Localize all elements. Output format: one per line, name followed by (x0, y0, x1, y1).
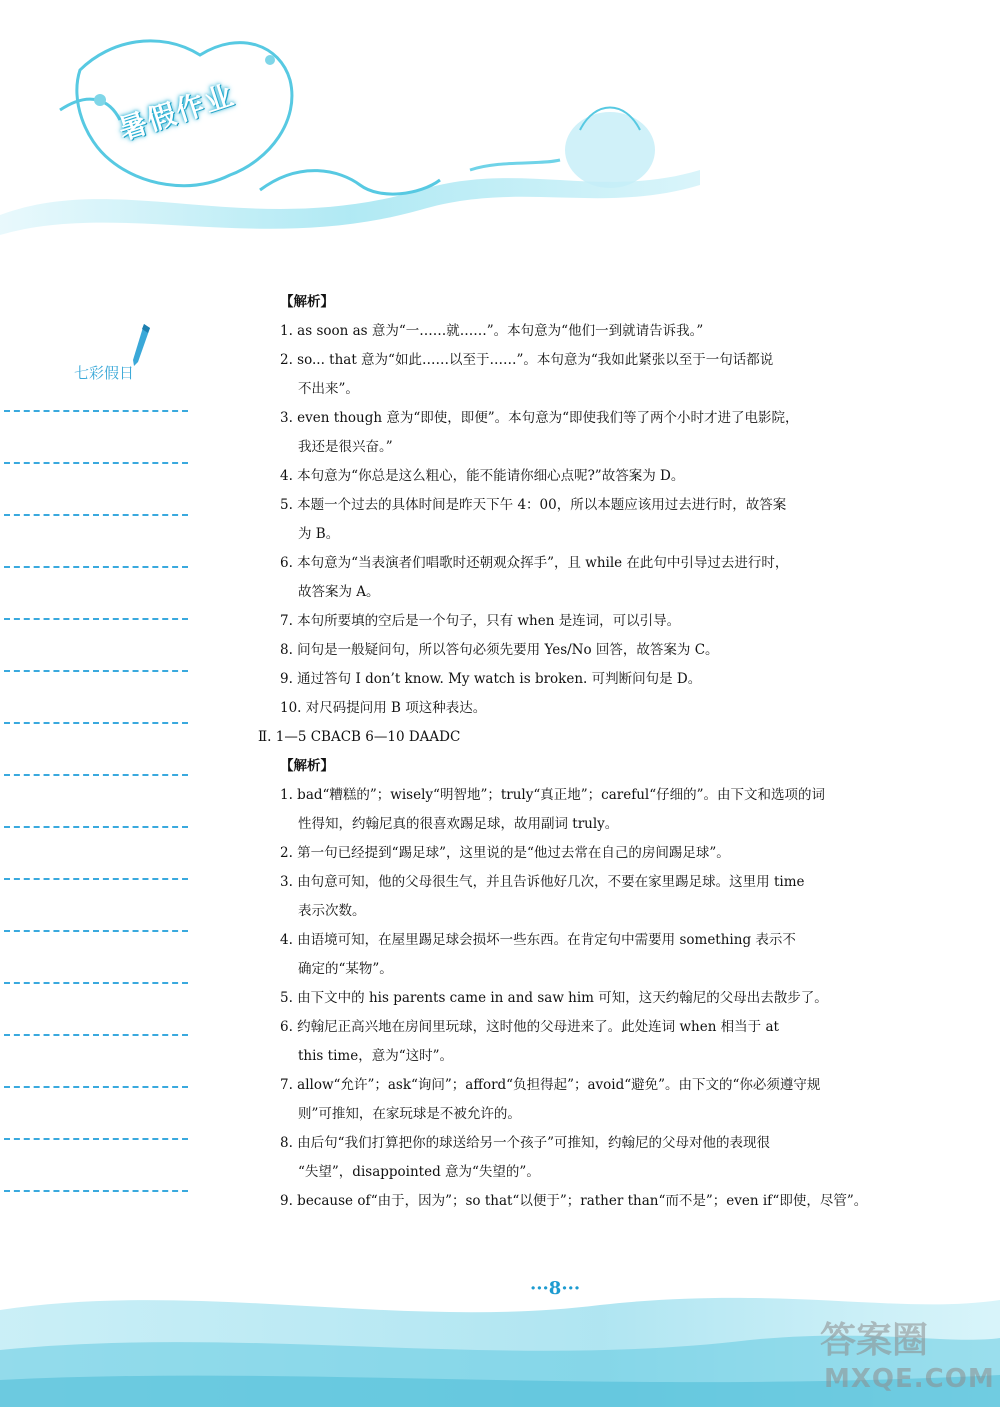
watermark-url: MXQE.COM (824, 1364, 995, 1394)
list-item: 3. even though 意为“即使，即便”。本句意为“即使我们等了两个小时才进了电影院， (280, 410, 799, 426)
page-number: ···8··· (530, 1278, 581, 1299)
list-item: 7. 本句所要填的空后是一个句子，只有 when 是连词，可以引导。 (280, 613, 681, 629)
list-item: 4. 本句意为“你总是这么粗心，能不能请你细心点呢?”故答案为 D。 (280, 468, 685, 484)
list-item: 3. 由句意可知，他的父母很生气，并且告诉他好几次，不要在家里踢足球。这里用 time (280, 874, 805, 890)
list-item-cont: “失望”，disappointed 意为“失望的”。 (298, 1164, 540, 1180)
list-item-cont: 我还是很兴奋。” (298, 439, 393, 455)
list-item-cont: 故答案为 A。 (298, 584, 380, 600)
list-item-cont: 表示次数。 (298, 903, 366, 919)
list-item: 7. allow“允许”；ask“询问”；afford“负担得起”；avoid“避免”。由下文的“你必须遵守规 (280, 1077, 821, 1093)
list-item-cont: 性得知，约翰尼真的很喜欢踢足球，故用副词 truly。 (298, 816, 619, 832)
list-item: 2. 第一句已经提到“踢足球”，这里说的是“他过去常在自己的房间踢足球”。 (280, 845, 730, 861)
list-item: 8. 问句是一般疑问句，所以答句必须先要用 Yes/No 回答，故答案为 C。 (280, 642, 719, 658)
list-item: 9. 通过答句 I don’t know. My watch is broken. 可判断问句是 D。 (280, 671, 702, 687)
list-item: 4. 由语境可知，在屋里踢足球会损坏一些东西。在肯定句中需要用 something 表示不 (280, 932, 796, 948)
list-item: 6. 本句意为“当表演者们唱歌时还朝观众挥手”，且 while 在此句中引导过去进行时， (280, 555, 789, 571)
section-heading: 【解析】 (280, 294, 334, 310)
list-item-cont: 则”可推知，在家玩球是不被允许的。 (298, 1106, 521, 1122)
list-item: 1. bad“糟糕的”；wisely“明智地”；truly“真正地”；careful“仔细的”。由下文和选项的词 (280, 787, 826, 803)
list-item: 5. 本题一个过去的具体时间是昨天下午 4：00，所以本题应该用过去进行时，故答案 (280, 497, 787, 513)
list-item-cont: this time，意为“这时”。 (298, 1048, 453, 1064)
list-item: 10. 对尺码提问用 B 项这种表达。 (280, 700, 487, 716)
page-title-logo: 暑假作业 (114, 78, 239, 147)
list-item: 1. as soon as 意为“一……就……”。本句意为“他们一到就请告诉我。” (280, 323, 704, 339)
list-item: 5. 由下文中的 his parents came in and saw him 可知，这天约翰尼的父母出去散步了。 (280, 990, 828, 1006)
list-item: 6. 约翰尼正高兴地在房间里玩球，这时他的父母进来了。此处连词 when 相当于 at (280, 1019, 779, 1035)
answer-key: Ⅱ. 1—5 CBACB 6—10 DAADC (258, 729, 461, 745)
list-item-cont: 确定的“某物”。 (298, 961, 393, 977)
list-item: 9. because of“由于，因为”；so that“以便于”；rather than“而不是”；even if“即使，尽管”。 (280, 1193, 868, 1209)
watermark-logo: 答案圈 (820, 1320, 929, 1361)
list-item: 2. so... that 意为“如此……以至于……”。本句意为“我如此紧张以至于一句话都说 (280, 352, 774, 368)
section-heading: 【解析】 (280, 758, 334, 774)
watermark (820, 1312, 995, 1402)
sidebar-label: 七彩假日 (74, 364, 135, 382)
list-item-cont: 不出来”。 (298, 381, 359, 397)
list-item: 8. 由后句“我们打算把你的球送给另一个孩子”可推知，约翰尼的父母对他的表现很 (280, 1135, 770, 1151)
list-item-cont: 为 B。 (298, 526, 340, 542)
answer-explanations (258, 288, 888, 1216)
